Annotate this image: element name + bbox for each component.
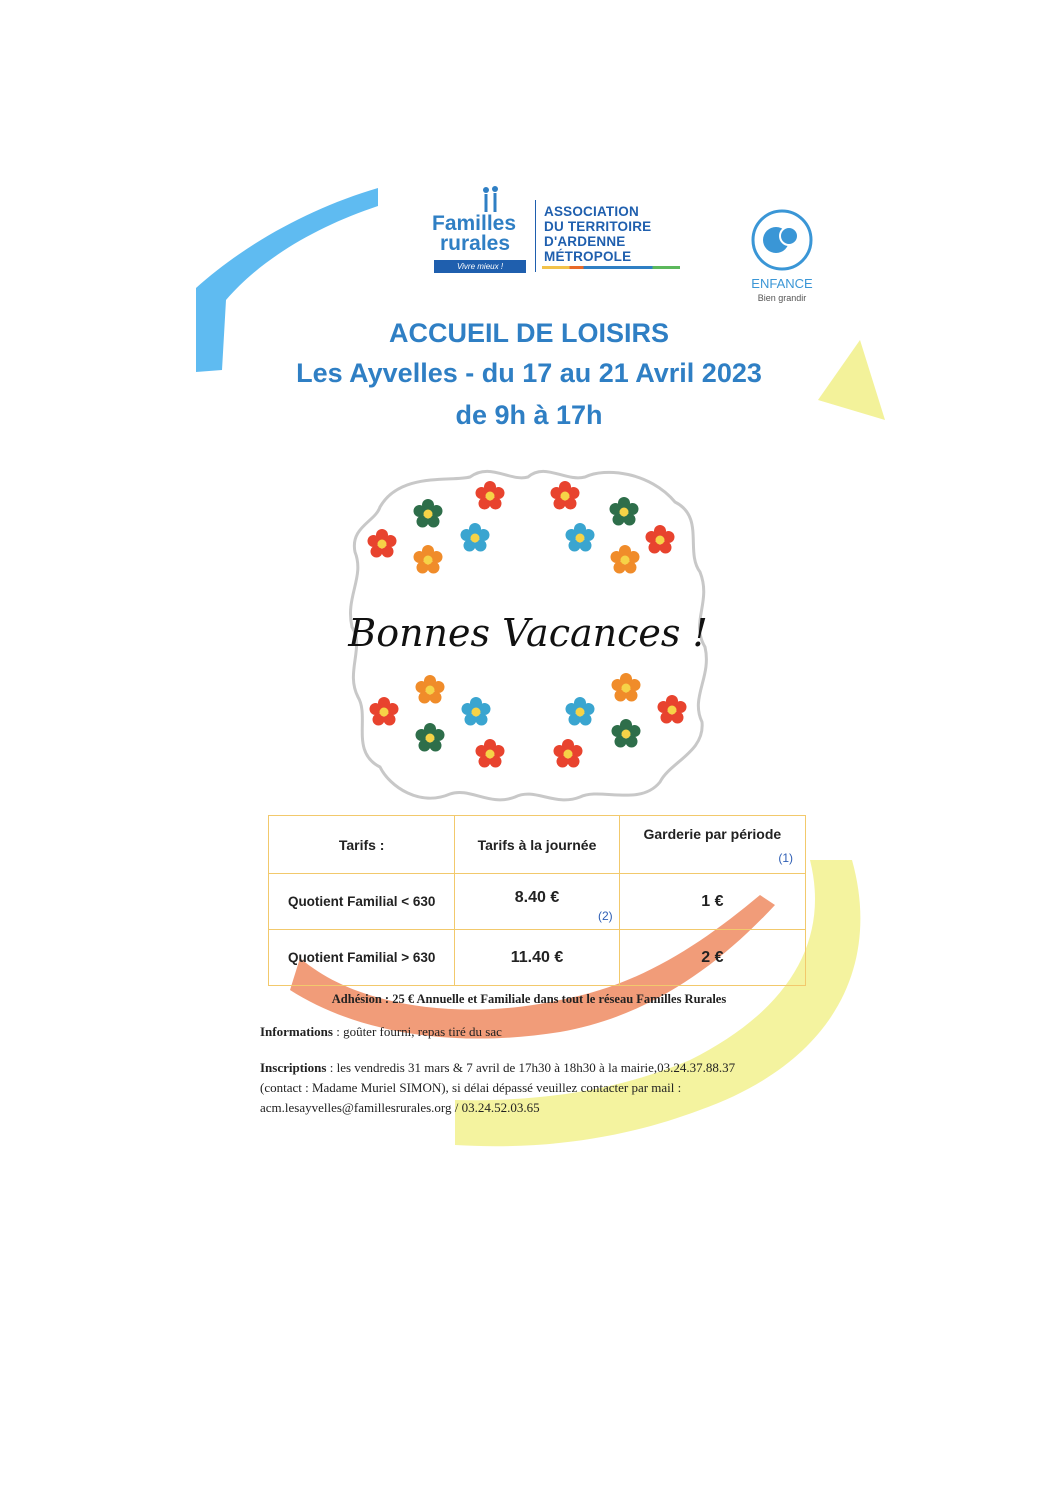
row-label: Quotient Familial > 630 (269, 930, 455, 986)
header-journee: Tarifs à la journée (455, 816, 619, 874)
enfance-label: ENFANCE (751, 276, 813, 291)
association-name: ASSOCIATION DU TERRITOIRE D'ARDENNE MÉTROPOLE (544, 204, 652, 264)
table-header-row (269, 816, 806, 874)
table-row (269, 930, 806, 986)
page-subtitle: Les Ayvelles - du 17 au 21 Avril 2023 (296, 358, 762, 388)
header-garderie: Garderie par période (1) (619, 816, 805, 874)
day-note: (2) (598, 909, 613, 923)
tarifs-table (268, 815, 806, 986)
logo-divider (535, 200, 536, 272)
page-title: ACCUEIL DE LOISIRS (388, 318, 670, 348)
logo-tagline: Vivre mieux ! (434, 260, 526, 273)
people-icon (478, 186, 504, 214)
row-day: 11.40 € (455, 930, 619, 986)
row-garderie: 1 € (619, 874, 805, 930)
logo-line1: Familles (432, 212, 517, 235)
informations-line: Informations : goûter fourni, repas tiré du sac (260, 1024, 502, 1039)
enfance-badge-icon (750, 208, 814, 272)
row-label: Quotient Familial < 630 (269, 874, 455, 930)
inscriptions-block: Inscriptions : les vendredis 31 mars & 7 avril de 17h30 à 18h30 à la mairie,03.24.37.88.37 (contact : Madame Muriel SIMON), si délai dépassé veuillez contacter par mail : acm.lesayvelles@famillesrurales.org / 03.24.52.03.65 (260, 1060, 736, 1115)
logo-color-bar (542, 266, 680, 269)
table-row (269, 874, 806, 930)
adhesion-text: Adhésion : 25 € Annuelle et Familiale dans tout le réseau Familles Rurales (331, 992, 727, 1006)
logo-line2: rurales (440, 232, 511, 255)
page-hours: de 9h à 17h (455, 400, 603, 430)
row-garderie: 2 € (619, 930, 805, 986)
header-tarifs: Tarifs : (269, 816, 455, 874)
row-day: 8.40 € (2) (455, 874, 619, 930)
bonnes-vacances-banner (340, 462, 716, 804)
enfance-sublabel: Bien grandir (757, 293, 807, 303)
header-note: (1) (778, 851, 793, 865)
banner-text: Bonnes Vacances ! (348, 611, 708, 655)
